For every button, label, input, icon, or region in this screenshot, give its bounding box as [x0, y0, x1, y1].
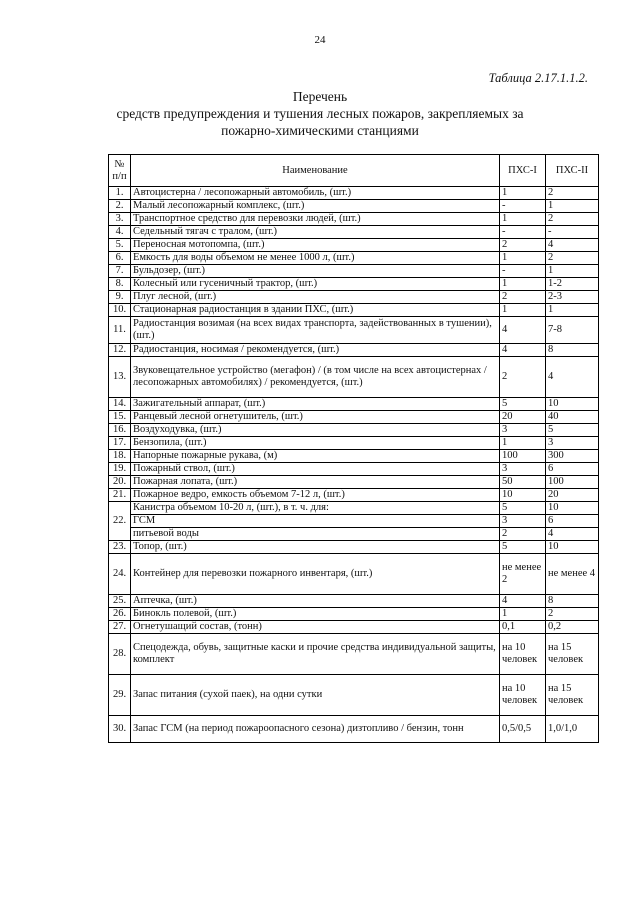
row-number: 1.	[109, 187, 131, 200]
table-row	[109, 489, 599, 502]
table-row	[109, 621, 599, 634]
table-row	[109, 450, 599, 463]
row-value-phs-2: 4	[546, 239, 599, 252]
row-value-phs-1: на 10 человек	[500, 675, 546, 716]
header-number: № п/п	[109, 155, 131, 187]
row-value-phs-2: 6	[546, 463, 599, 476]
row-number: 8.	[109, 278, 131, 291]
row-name: питьевой воды	[131, 528, 500, 541]
row-value-phs-2: 2	[546, 213, 599, 226]
row-number: 29.	[109, 675, 131, 716]
row-number: 7.	[109, 265, 131, 278]
table-row	[109, 200, 599, 213]
row-name: ГСМ	[131, 515, 500, 528]
row-name: Огнетушащий состав, (тонн)	[131, 621, 500, 634]
equipment-table	[108, 154, 599, 743]
row-value-phs-2: 2	[546, 608, 599, 621]
header-phs-2: ПХС-II	[546, 155, 599, 187]
row-value-phs-1: 0,5/0,5	[500, 716, 546, 743]
row-value-phs-2: 4	[546, 357, 599, 398]
row-value-phs-1: 5	[500, 541, 546, 554]
row-value-phs-1: 10	[500, 489, 546, 502]
row-value-phs-2: 10	[546, 541, 599, 554]
row-number: 13.	[109, 357, 131, 398]
row-value-phs-2: 3	[546, 437, 599, 450]
row-value-phs-1: 1	[500, 252, 546, 265]
row-value-phs-2: 1	[546, 304, 599, 317]
row-name: Пожарный ствол, (шт.)	[131, 463, 500, 476]
row-value-phs-1: 20	[500, 411, 546, 424]
row-value-phs-1: 0,1	[500, 621, 546, 634]
header-name: Наименование	[131, 155, 500, 187]
row-name: Воздуходувка, (шт.)	[131, 424, 500, 437]
row-value-phs-1: 2	[500, 528, 546, 541]
row-value-phs-2: 10	[546, 502, 599, 515]
row-number: 22.	[109, 502, 131, 541]
table-row	[109, 424, 599, 437]
row-name: Переносная мотопомпа, (шт.)	[131, 239, 500, 252]
row-value-phs-1: 50	[500, 476, 546, 489]
row-name: Автоцистерна / лесопожарный автомобиль, (шт.)	[131, 187, 500, 200]
table-row	[109, 357, 599, 398]
table-row	[109, 634, 599, 675]
row-value-phs-1: не менее 2	[500, 554, 546, 595]
row-value-phs-2: 4	[546, 528, 599, 541]
row-number: 21.	[109, 489, 131, 502]
row-number: 14.	[109, 398, 131, 411]
row-name: Напорные пожарные рукава, (м)	[131, 450, 500, 463]
row-value-phs-2: 2	[546, 252, 599, 265]
row-value-phs-2: 7-8	[546, 317, 599, 344]
row-value-phs-1: 1	[500, 213, 546, 226]
row-value-phs-1: 4	[500, 344, 546, 357]
row-name: Ранцевый лесной огнетушитель, (шт.)	[131, 411, 500, 424]
row-value-phs-1: 3	[500, 515, 546, 528]
table-row	[109, 541, 599, 554]
row-value-phs-1: 4	[500, 595, 546, 608]
row-number: 19.	[109, 463, 131, 476]
row-number: 6.	[109, 252, 131, 265]
table-row	[109, 528, 599, 541]
row-value-phs-1: -	[500, 200, 546, 213]
row-name: Пожарное ведро, емкость объемом 7-12 л, (шт.)	[131, 489, 500, 502]
table-row	[109, 595, 599, 608]
row-value-phs-2: 40	[546, 411, 599, 424]
row-name: Запас ГСМ (на период пожароопасного сезона) дизтопливо / бензин, тонн	[131, 716, 500, 743]
table-header-row	[109, 155, 599, 187]
row-value-phs-2: 8	[546, 344, 599, 357]
row-name: Стационарная радиостанция в здании ПХС, (шт.)	[131, 304, 500, 317]
row-value-phs-2: 0,2	[546, 621, 599, 634]
table-row	[109, 317, 599, 344]
row-number: 2.	[109, 200, 131, 213]
row-value-phs-2: 8	[546, 595, 599, 608]
row-value-phs-2: 1,0/1,0	[546, 716, 599, 743]
row-value-phs-2: 20	[546, 489, 599, 502]
row-value-phs-1: на 10 человек	[500, 634, 546, 675]
table-row	[109, 716, 599, 743]
row-value-phs-2: 2	[546, 187, 599, 200]
table-row	[109, 213, 599, 226]
row-number: 3.	[109, 213, 131, 226]
row-value-phs-1: 1	[500, 437, 546, 450]
row-name: Бульдозер, (шт.)	[131, 265, 500, 278]
row-value-phs-2: 6	[546, 515, 599, 528]
row-number: 4.	[109, 226, 131, 239]
row-name: Аптечка, (шт.)	[131, 595, 500, 608]
row-number: 5.	[109, 239, 131, 252]
row-number: 30.	[109, 716, 131, 743]
title-line-3: пожарно-химическими станциями	[221, 123, 419, 138]
row-name: Топор, (шт.)	[131, 541, 500, 554]
row-number: 25.	[109, 595, 131, 608]
row-value-phs-2: 1	[546, 265, 599, 278]
row-value-phs-2: 5	[546, 424, 599, 437]
row-number: 16.	[109, 424, 131, 437]
row-value-phs-1: 1	[500, 187, 546, 200]
row-value-phs-2: -	[546, 226, 599, 239]
row-value-phs-1: 2	[500, 357, 546, 398]
row-number: 15.	[109, 411, 131, 424]
table-row	[109, 554, 599, 595]
table-row	[109, 344, 599, 357]
row-name: Радиостанция, носимая / рекомендуется, (шт.)	[131, 344, 500, 357]
row-number: 12.	[109, 344, 131, 357]
row-value-phs-2: 1	[546, 200, 599, 213]
row-value-phs-2: не менее 4	[546, 554, 599, 595]
row-name: Бензопила, (шт.)	[131, 437, 500, 450]
table-row	[109, 411, 599, 424]
row-number: 9.	[109, 291, 131, 304]
row-value-phs-2: 10	[546, 398, 599, 411]
row-number: 27.	[109, 621, 131, 634]
row-name: Пожарная лопата, (шт.)	[131, 476, 500, 489]
row-value-phs-1: 1	[500, 608, 546, 621]
row-name: Бинокль полевой, (шт.)	[131, 608, 500, 621]
table-row	[109, 278, 599, 291]
page-number: 24	[314, 34, 326, 46]
table-row	[109, 437, 599, 450]
row-name: Колесный или гусеничный трактор, (шт.)	[131, 278, 500, 291]
row-name: Емкость для воды объемом не менее 1000 л, (шт.)	[131, 252, 500, 265]
row-number: 28.	[109, 634, 131, 675]
row-number: 11.	[109, 317, 131, 344]
row-number: 17.	[109, 437, 131, 450]
row-value-phs-1: 100	[500, 450, 546, 463]
table-row	[109, 398, 599, 411]
row-value-phs-2: 1-2	[546, 278, 599, 291]
row-value-phs-1: 5	[500, 502, 546, 515]
row-name: Звуковещательное устройство (мегафон) / (в том числе на всех автоцистернах / лесопожарных автомобилях) / рекомендуется, (шт.)	[131, 357, 500, 398]
row-value-phs-1: 3	[500, 424, 546, 437]
row-name: Зажигательный аппарат, (шт.)	[131, 398, 500, 411]
row-value-phs-1: 5	[500, 398, 546, 411]
row-number: 10.	[109, 304, 131, 317]
row-name: Запас питания (сухой паек), на одни сутки	[131, 675, 500, 716]
row-name: Плуг лесной, (шт.)	[131, 291, 500, 304]
table-row	[109, 675, 599, 716]
table-row	[109, 291, 599, 304]
row-number: 18.	[109, 450, 131, 463]
row-number: 26.	[109, 608, 131, 621]
row-name: Седельный тягач с тралом, (шт.)	[131, 226, 500, 239]
table-row	[109, 515, 599, 528]
row-value-phs-1: 3	[500, 463, 546, 476]
row-name: Спецодежда, обувь, защитные каски и прочие средства индивидуальной защиты, комплект	[131, 634, 500, 675]
row-name: Контейнер для перевозки пожарного инвентаря, (шт.)	[131, 554, 500, 595]
row-value-phs-1: 4	[500, 317, 546, 344]
table-row	[109, 187, 599, 200]
table-row	[109, 265, 599, 278]
row-number: 20.	[109, 476, 131, 489]
table-row	[109, 252, 599, 265]
table-row	[109, 226, 599, 239]
header-phs-1: ПХС-I	[500, 155, 546, 187]
row-name: Канистра объемом 10-20 л, (шт.), в т. ч. для:	[131, 502, 500, 515]
document-title	[0, 88, 640, 139]
row-value-phs-2: 300	[546, 450, 599, 463]
row-number: 24.	[109, 554, 131, 595]
table-row	[109, 304, 599, 317]
table-row	[109, 502, 599, 515]
row-name: Транспортное средство для перевозки людей, (шт.)	[131, 213, 500, 226]
row-number: 23.	[109, 541, 131, 554]
title-line-1: Перечень	[292, 89, 348, 104]
table-body	[109, 187, 599, 743]
row-value-phs-1: 1	[500, 278, 546, 291]
table-row	[109, 463, 599, 476]
table-row	[109, 239, 599, 252]
row-value-phs-2: 2-3	[546, 291, 599, 304]
title-line-2: средств предупреждения и тушения лесных пожаров, закрепляемых за	[116, 106, 524, 121]
row-value-phs-1: 2	[500, 239, 546, 252]
table-label: Таблица 2.17.1.1.2.	[488, 71, 588, 85]
row-value-phs-2: 100	[546, 476, 599, 489]
row-value-phs-1: -	[500, 265, 546, 278]
row-name: Малый лесопожарный комплекс, (шт.)	[131, 200, 500, 213]
row-value-phs-1: 1	[500, 304, 546, 317]
row-value-phs-2: на 15 человек	[546, 634, 599, 675]
table-row	[109, 476, 599, 489]
row-name: Радиостанция возимая (на всех видах транспорта, задействованных в тушении), (шт.)	[131, 317, 500, 344]
row-value-phs-1: -	[500, 226, 546, 239]
row-value-phs-2: на 15 человек	[546, 675, 599, 716]
table-row	[109, 608, 599, 621]
row-value-phs-1: 2	[500, 291, 546, 304]
